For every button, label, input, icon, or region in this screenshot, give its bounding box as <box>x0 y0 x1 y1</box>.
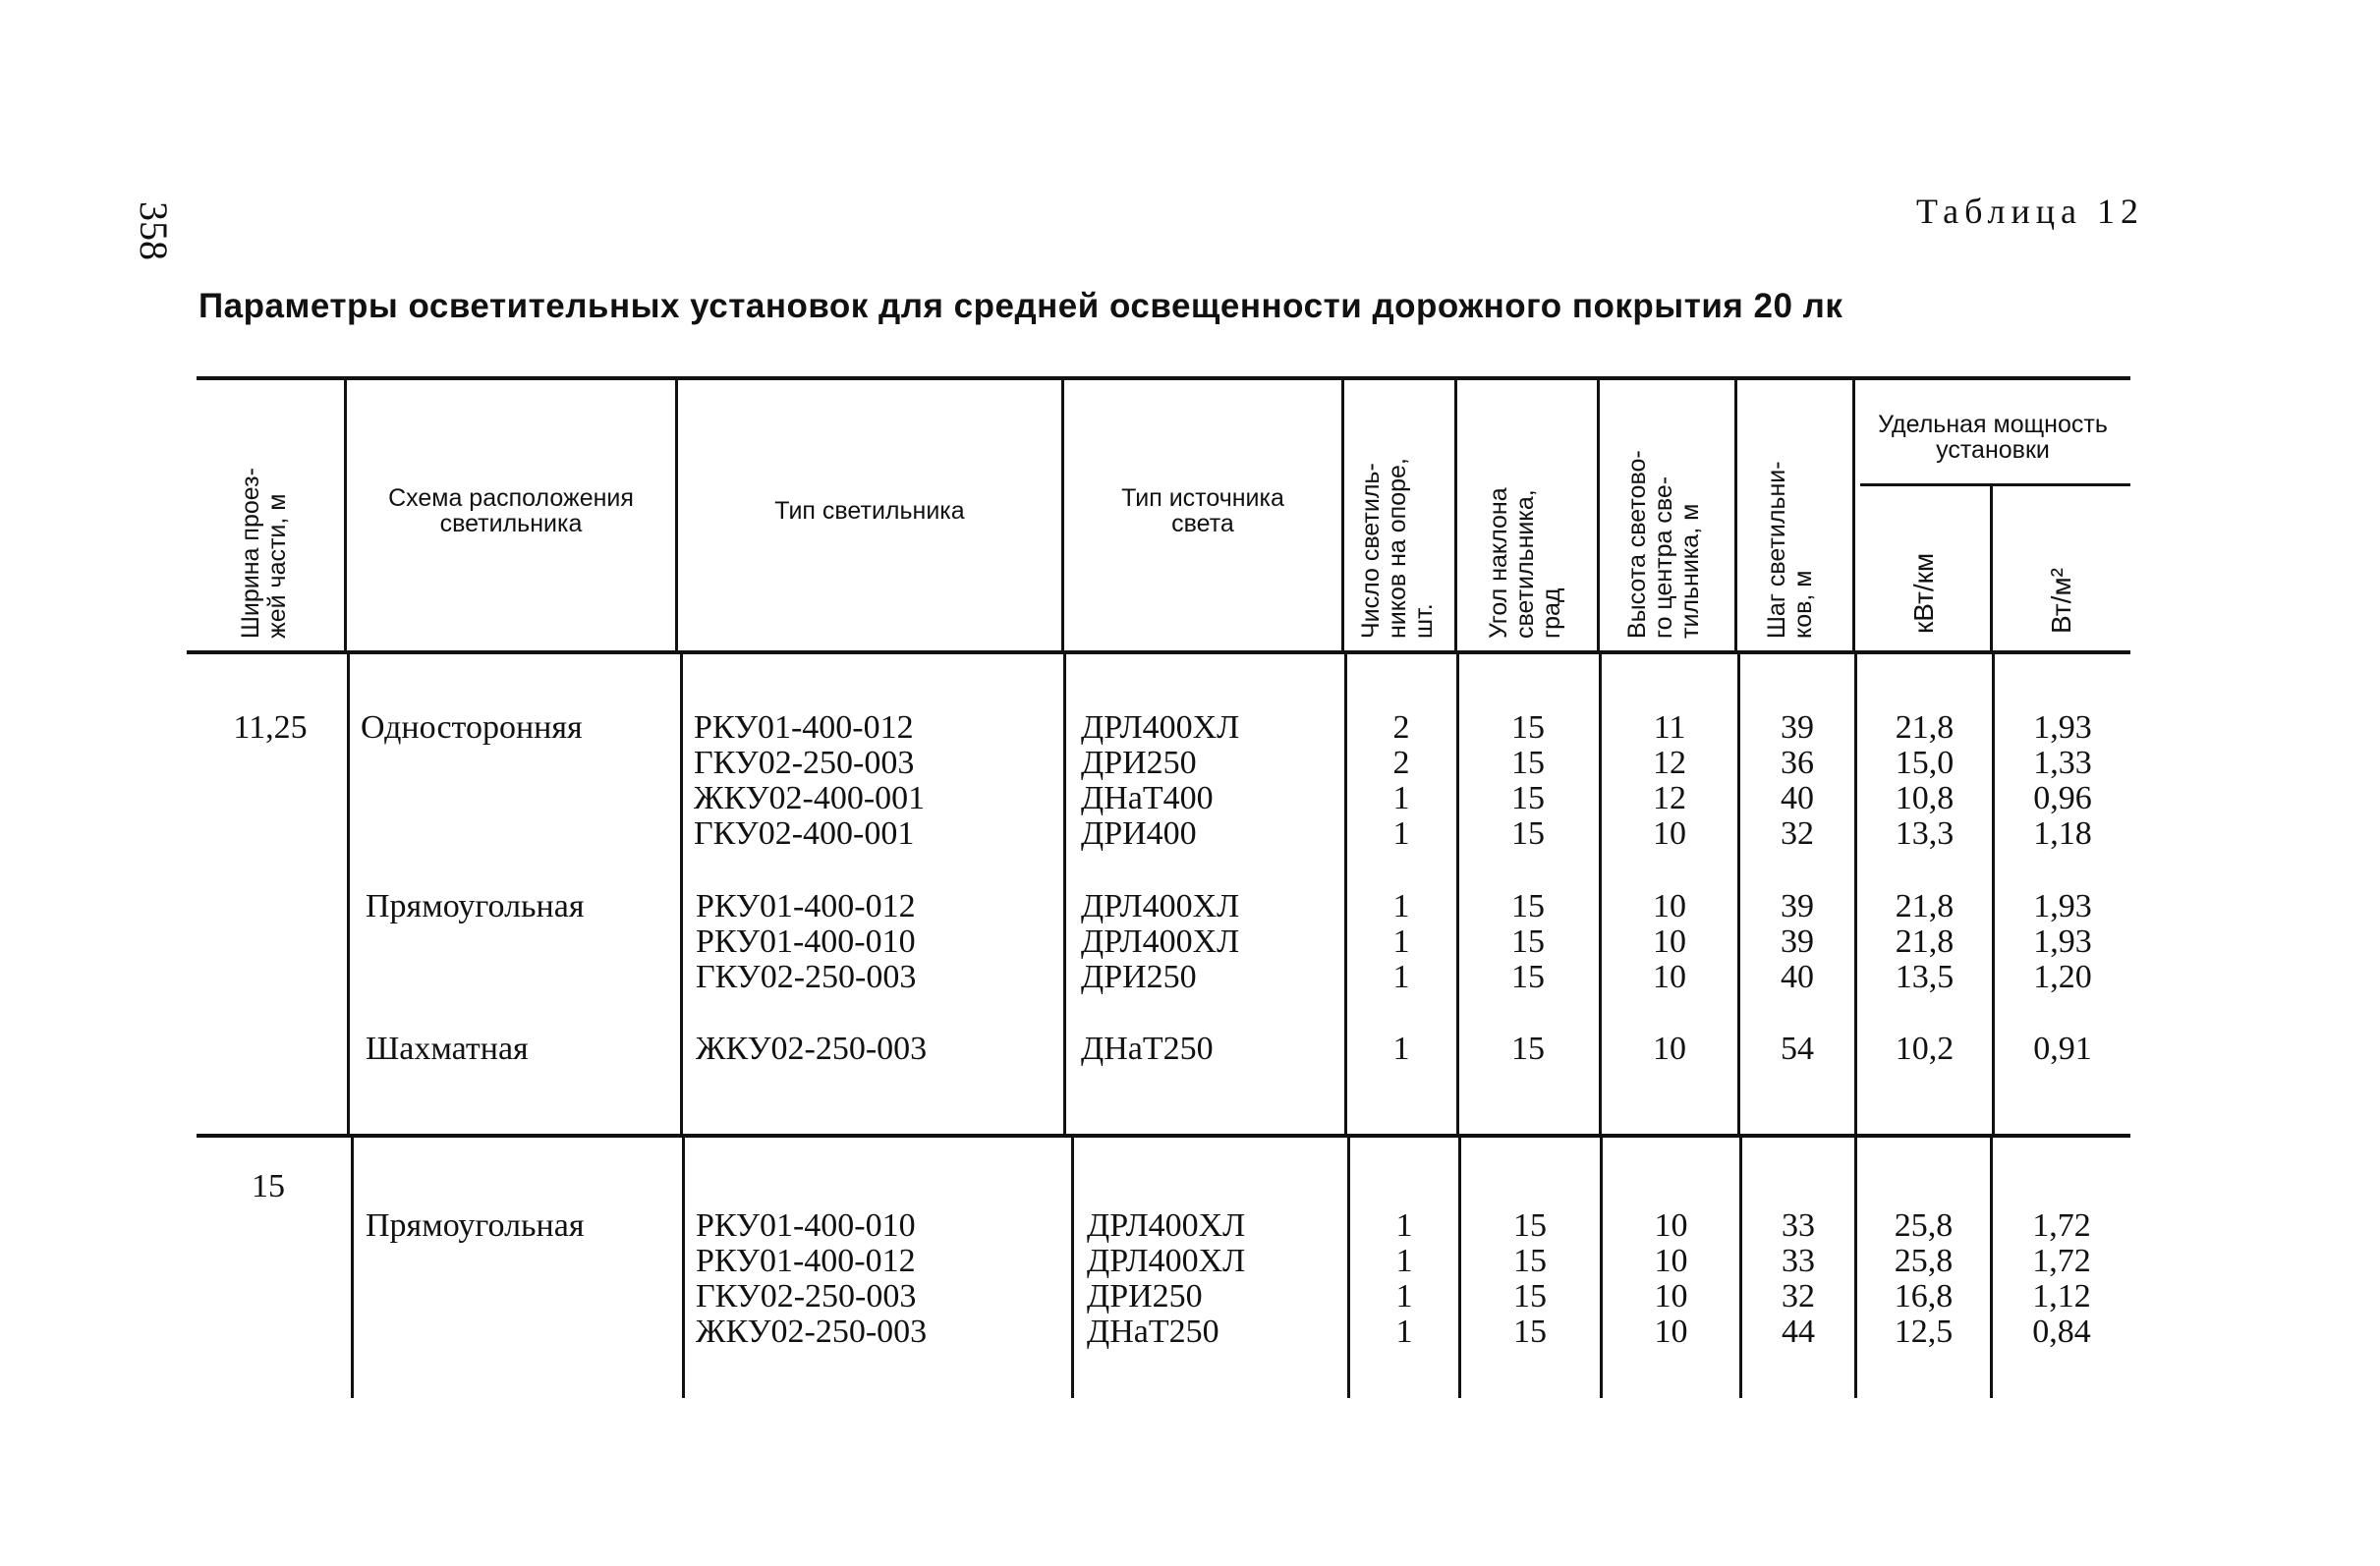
header-height-line: го центра све- <box>1650 475 1677 639</box>
power-subheader-rule <box>1860 483 2130 486</box>
table-cell: 0,96 <box>2033 780 2092 816</box>
vline <box>682 1138 685 1398</box>
top-rule <box>197 376 2130 380</box>
w-list <box>1995 889 2130 995</box>
w-list <box>1995 710 2130 852</box>
table-cell: 10 <box>1654 1278 1688 1314</box>
table-cell: 21,8 <box>1895 709 1955 746</box>
header-count-line: шт. <box>1410 603 1438 639</box>
table-cell: ДРЛ400ХЛ <box>1087 1243 1246 1279</box>
table-cell: 54 <box>1781 1031 1814 1067</box>
header-power-kw-text: кВт/км <box>1908 552 1939 634</box>
table-cell: 32 <box>1781 815 1814 852</box>
table-title: Параметры осветительных установок для средней освещенности дорожного покрытия 20 лк <box>198 287 1843 325</box>
header-height-line: Высота светово- <box>1623 450 1651 639</box>
table-cell: 39 <box>1781 709 1814 746</box>
header-step-line: Шаг светильни- <box>1763 461 1790 639</box>
header-angle <box>1486 487 1565 639</box>
table-cell: 25,8 <box>1894 1243 1954 1279</box>
vline <box>1341 380 1344 650</box>
count-list <box>1350 1208 1458 1350</box>
header-power-w <box>2048 568 2074 634</box>
luminaire-list <box>694 710 925 852</box>
table-cell: 2 <box>1392 709 1410 746</box>
vline <box>1454 380 1457 650</box>
table-cell: 10 <box>1654 1243 1688 1279</box>
table-cell: 1,93 <box>2033 709 2092 746</box>
table-cell: ДРЛ400ХЛ <box>1081 888 1240 924</box>
table-cell: 10 <box>1653 923 1686 960</box>
source-list <box>1081 710 1239 852</box>
table-cell: ЖКУ02-400-001 <box>694 780 926 816</box>
table-cell: ДНаТ250 <box>1081 1031 1214 1067</box>
table-cell: 15 <box>1511 709 1545 746</box>
table-cell: 1,72 <box>2032 1243 2091 1279</box>
header-angle-line: светильника, <box>1511 489 1539 639</box>
header-luminaire <box>678 462 1061 560</box>
header-scheme <box>347 462 675 560</box>
section-width: 11,25 <box>233 709 308 746</box>
height-list <box>1602 710 1737 852</box>
table-cell: 44 <box>1782 1314 1815 1350</box>
table-cell: 1 <box>1392 780 1410 816</box>
header-count-line: Число светиль- <box>1357 463 1385 639</box>
kw-list <box>1857 889 1992 995</box>
table-cell: ЖКУ02-250-003 <box>696 1031 928 1067</box>
source-list <box>1081 889 1239 995</box>
table-cell: ГКУ02-250-003 <box>696 959 917 995</box>
vline <box>351 1138 354 1398</box>
scheme-label: Прямоугольная <box>366 888 585 924</box>
angle-list <box>1459 889 1597 995</box>
vline <box>347 654 350 1134</box>
table-cell: ДНаТ400 <box>1081 780 1214 816</box>
table-cell: 12 <box>1653 780 1686 816</box>
table-cell: 10 <box>1653 888 1686 924</box>
scheme-label: Шахматная <box>366 1031 529 1067</box>
table-cell: РКУ01-400-010 <box>696 1207 916 1244</box>
table-cell: 33 <box>1782 1243 1815 1279</box>
table-cell: 15 <box>1511 780 1545 816</box>
table-cell: 1 <box>1392 1031 1410 1067</box>
table-cell: 21,8 <box>1895 888 1955 924</box>
table-cell: ДРИ250 <box>1081 959 1197 995</box>
table-cell: 15 <box>1511 923 1545 960</box>
table-cell: ДРИ250 <box>1087 1278 1203 1314</box>
vline <box>1063 654 1066 1134</box>
header-width-line: Ширина проез- <box>237 468 264 639</box>
table-cell: РКУ01-400-012 <box>696 1243 916 1279</box>
luminaire-list <box>696 1208 927 1350</box>
table-cell: ДРЛ400ХЛ <box>1081 923 1240 960</box>
step-list <box>1740 889 1854 995</box>
vline <box>1071 1138 1074 1398</box>
table-cell: 40 <box>1781 780 1814 816</box>
w-list <box>1993 1208 2130 1350</box>
table-cell: ГКУ02-400-001 <box>694 815 915 852</box>
vline <box>1734 380 1737 650</box>
angle-list <box>1459 710 1597 852</box>
scheme-label: Односторонняя <box>361 709 583 746</box>
table-cell: 16,8 <box>1894 1278 1954 1314</box>
table-label: Таблица 12 <box>1916 192 2144 231</box>
table-cell: 0,91 <box>2033 1031 2092 1067</box>
table-cell: 1,33 <box>2033 745 2092 781</box>
table-cell: 21,8 <box>1895 923 1955 960</box>
table-cell: 10,8 <box>1895 780 1955 816</box>
table-cell: ДРЛ400ХЛ <box>1087 1207 1246 1244</box>
table-cell: 1,72 <box>2032 1207 2091 1244</box>
header-step-line: ков, м <box>1789 570 1817 639</box>
header-power-w-text: Вт/м² <box>2046 568 2076 634</box>
header-angle-line: град <box>1538 587 1565 639</box>
table-cell: ГКУ02-250-003 <box>694 745 915 781</box>
kw-list <box>1857 710 1992 852</box>
table-cell: 33 <box>1782 1207 1815 1244</box>
table-cell: 15 <box>1513 1278 1547 1314</box>
height-list <box>1602 889 1737 995</box>
table-cell: 15 <box>1511 959 1545 995</box>
header-power <box>1855 400 2130 474</box>
section-width: 15 <box>252 1168 285 1204</box>
table-cell: 1,12 <box>2032 1278 2091 1314</box>
header-source <box>1064 462 1341 560</box>
table-cell: 15 <box>1511 745 1545 781</box>
header-height-line: тильника, м <box>1676 503 1704 639</box>
table-cell: 13,3 <box>1895 815 1955 852</box>
table-cell: 1 <box>1395 1207 1413 1244</box>
table-cell: 15 <box>1511 888 1545 924</box>
header-width-line: жей части, м <box>263 493 291 639</box>
table-cell: 10 <box>1653 959 1686 995</box>
table-cell: ДРЛ400ХЛ <box>1081 709 1240 746</box>
table-cell: ДРИ250 <box>1081 745 1197 781</box>
step-list <box>1740 710 1854 852</box>
table-cell: 1 <box>1395 1314 1413 1350</box>
table-cell: 1 <box>1392 959 1410 995</box>
header-source-text: Тип источника света <box>1121 484 1284 537</box>
kw-list <box>1857 1208 1990 1350</box>
table-cell: 15 <box>1513 1314 1547 1350</box>
table-cell: 15 <box>1511 815 1545 852</box>
table-cell: 39 <box>1781 888 1814 924</box>
header-bottom-rule <box>187 650 2130 654</box>
table-cell: 2 <box>1392 745 1410 781</box>
header-step <box>1764 461 1817 639</box>
table-cell: 36 <box>1781 745 1814 781</box>
table-cell: 1,93 <box>2033 923 2092 960</box>
table-cell: РКУ01-400-012 <box>696 888 916 924</box>
count-list <box>1347 710 1455 852</box>
table-cell: 15,0 <box>1895 745 1955 781</box>
table-cell: 1 <box>1395 1243 1413 1279</box>
table-cell: 10,2 <box>1895 1031 1955 1067</box>
header-angle-line: Угол наклона <box>1485 487 1512 639</box>
table-cell: 15 <box>1513 1243 1547 1279</box>
table-cell: 1 <box>1395 1278 1413 1314</box>
header-scheme-text: Схема расположения светильника <box>388 484 634 537</box>
header-luminaire-text: Тип светильника <box>774 497 965 525</box>
table-cell: 1 <box>1392 923 1410 960</box>
table-cell: 10 <box>1654 1207 1688 1244</box>
table-cell: 11 <box>1653 709 1686 746</box>
page-number: 358 <box>132 201 176 260</box>
header-height <box>1624 450 1704 639</box>
header-width <box>238 468 291 639</box>
header-count <box>1358 458 1438 639</box>
section-divider-rule <box>197 1134 2130 1138</box>
table-cell: 12 <box>1653 745 1686 781</box>
table-cell: 10 <box>1654 1314 1688 1350</box>
table-cell: 1 <box>1392 888 1410 924</box>
source-list <box>1087 1208 1245 1350</box>
table-cell: ГКУ02-250-003 <box>696 1278 917 1314</box>
table-cell: 10 <box>1653 1031 1686 1067</box>
table-cell: 1,20 <box>2033 959 2092 995</box>
table-cell: 15 <box>1513 1207 1547 1244</box>
step-list <box>1742 1208 1854 1350</box>
vline <box>680 654 683 1134</box>
luminaire-list <box>696 889 916 995</box>
table-cell: 15 <box>1511 1031 1545 1067</box>
vline <box>1597 380 1600 650</box>
table-cell: 10 <box>1653 815 1686 852</box>
table-cell: ЖКУ02-250-003 <box>696 1314 928 1350</box>
height-list <box>1603 1208 1739 1350</box>
table-cell: 0,84 <box>2032 1314 2091 1350</box>
table-cell: 1,93 <box>2033 888 2092 924</box>
table-cell: 25,8 <box>1894 1207 1954 1244</box>
table-cell: 12,5 <box>1894 1314 1954 1350</box>
vline <box>1990 486 1993 650</box>
table-cell: 32 <box>1782 1278 1815 1314</box>
header-power-text: Удельная мощность установки <box>1878 410 2108 464</box>
table-cell: 13,5 <box>1895 959 1955 995</box>
scheme-label: Прямоугольная <box>366 1207 585 1244</box>
table-cell: 1,18 <box>2033 815 2092 852</box>
count-list <box>1347 889 1455 995</box>
header-count-line: ников на опоре, <box>1384 458 1411 639</box>
angle-list <box>1461 1208 1599 1350</box>
table-cell: 39 <box>1781 923 1814 960</box>
table-cell: РКУ01-400-012 <box>694 709 914 746</box>
header-power-kw <box>1910 553 1937 634</box>
table-cell: 40 <box>1781 959 1814 995</box>
table-cell: РКУ01-400-010 <box>696 923 916 960</box>
table-cell: 1 <box>1392 815 1410 852</box>
table-cell: ДРИ400 <box>1081 815 1197 852</box>
table-cell: ДНаТ250 <box>1087 1314 1219 1350</box>
